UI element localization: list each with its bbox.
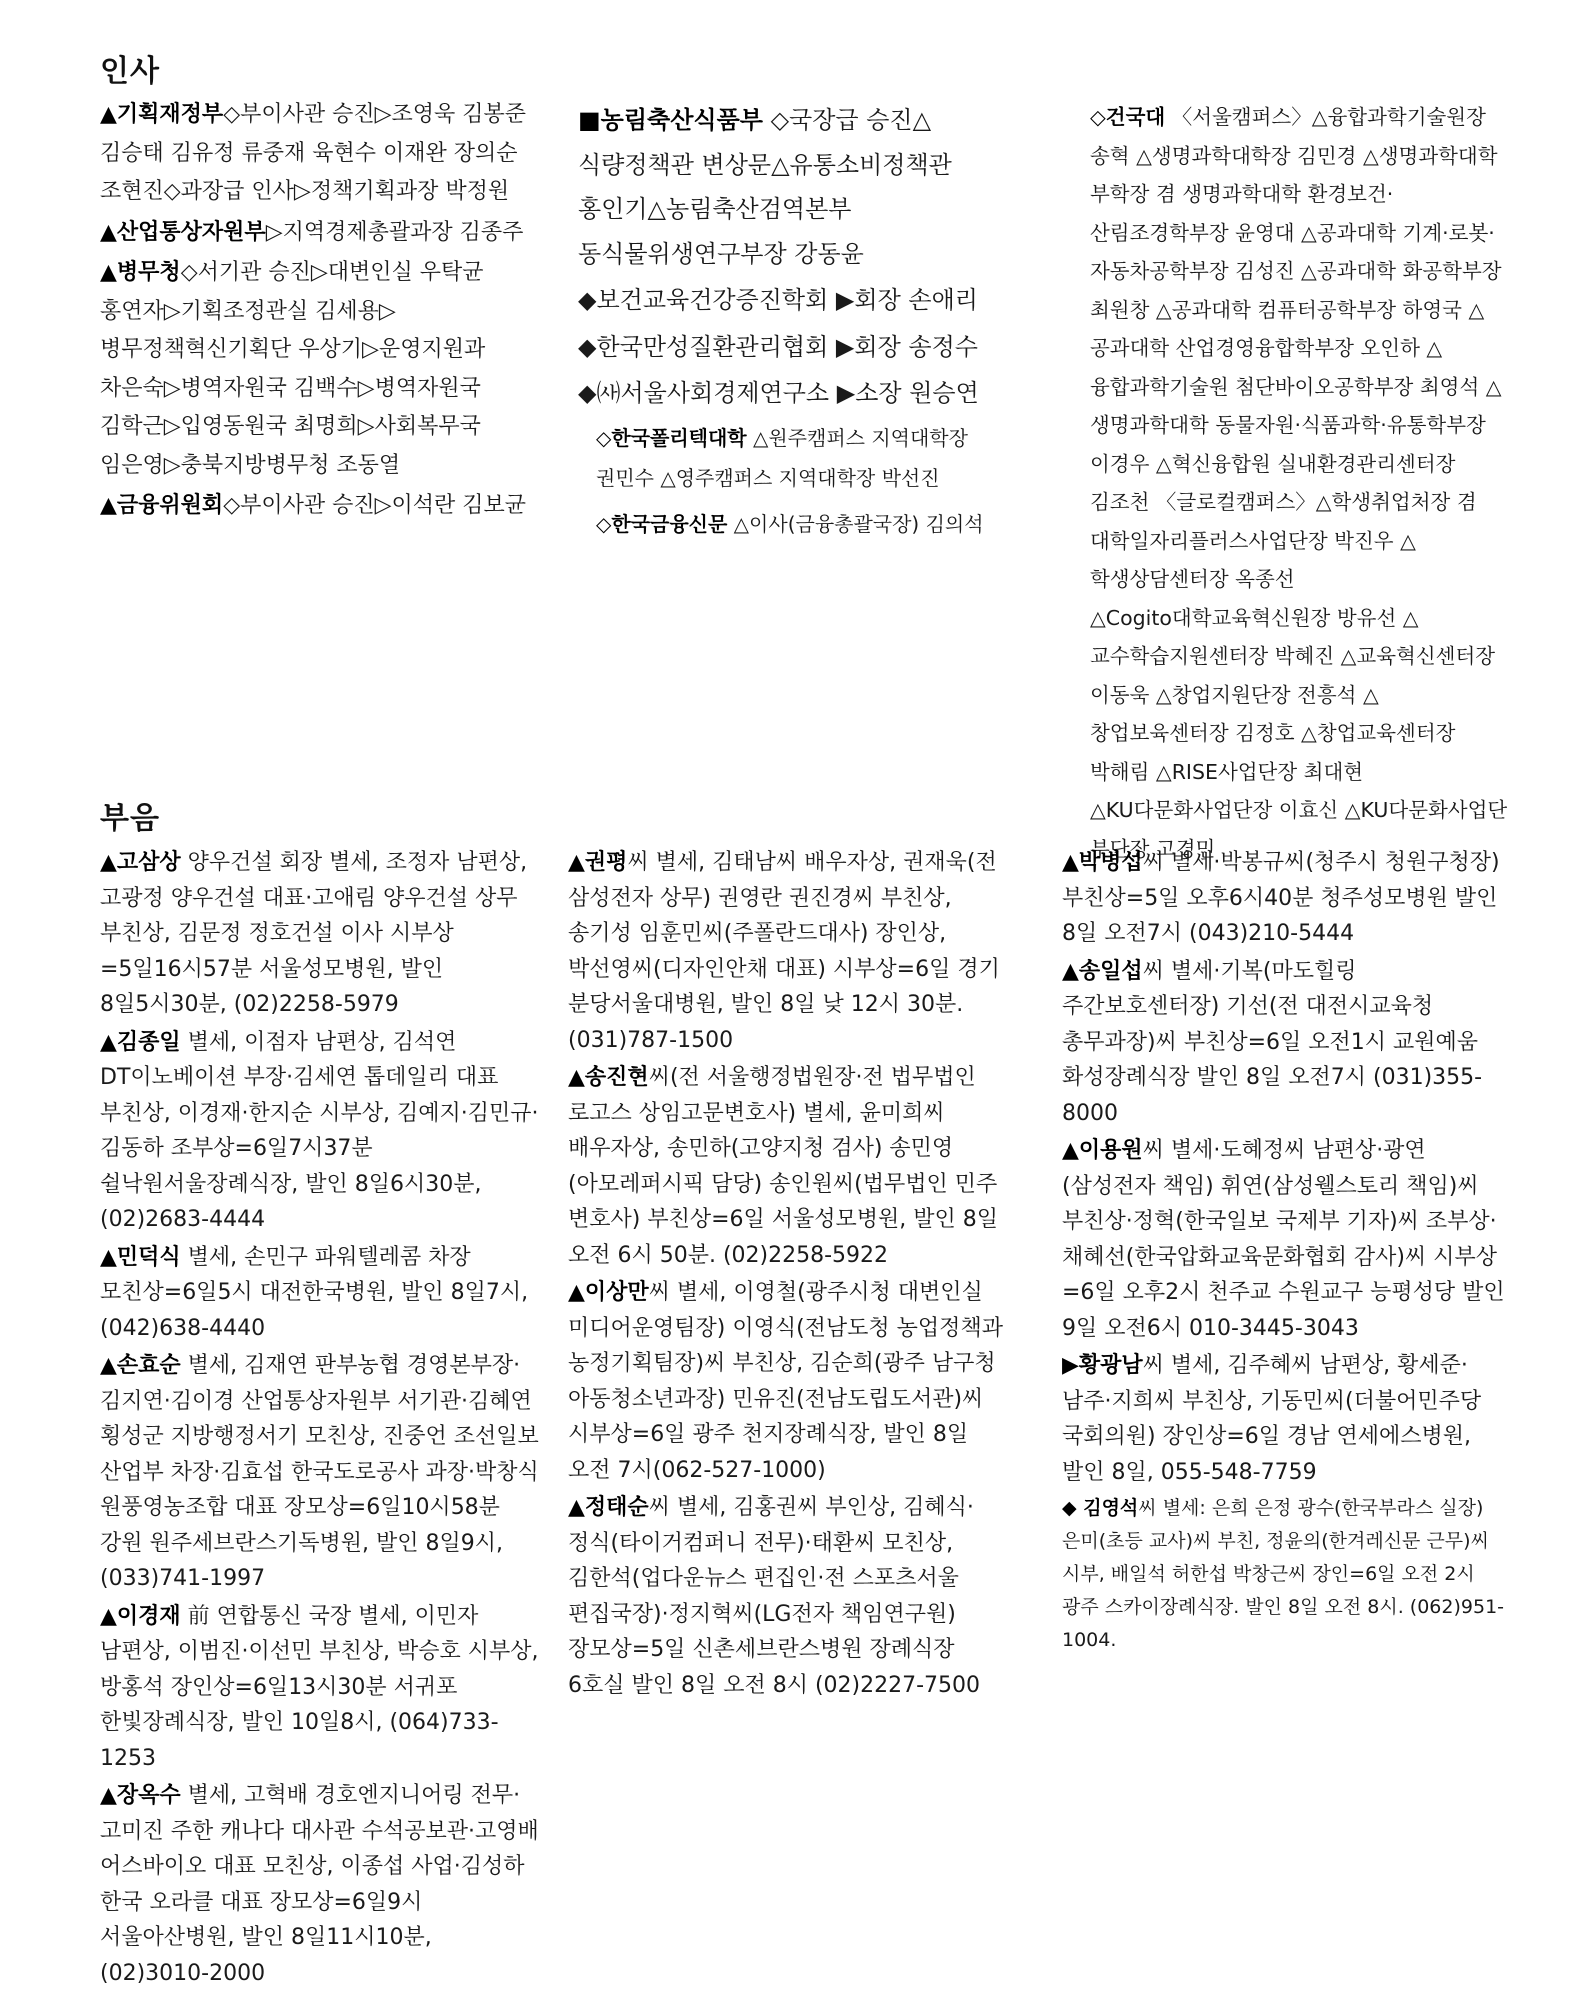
- obituary-item: ▲송일섭씨 별세·기복(마도힐링 주간보호센터장) 기선(전 대전시교육청 총무과장)씨 부친상=6일 오전1시 교원예움 화성장례식장 발인 8일 오전7시 (031)355-8000: [1062, 958, 1483, 1126]
- obituary-item: ◆ 김영석씨 별세: 은희 은정 광수(한국부라스 실장) 은미(초등 교사)씨 부친, 정윤의(한겨레신문 근무)씨 시부, 배일석 허한섭 박창근씨 장인=6일 오전 2시 광주 스카이장례식장. 발인 8일 오전 8시. (062)951-1004.: [1062, 1497, 1505, 1651]
- obituary-item: ▲박병섭씨 별세·박봉규씨(청주시 청원구청장) 부친상=5일 오후6시40분 청주성모병원 발인 8일 오전7시 (043)210-5444: [1062, 850, 1500, 946]
- obituary-item: ▲김종일 별세, 이점자 남편상, 김석연 DT이노베이션 부장·김세연 톱데일리 대표 부친상, 이경재·한지순 시부상, 김예지·김민규·김동하 조부상=6일7시37분 쉴낙원서울장례식장, 발인 8일6시30분, (02)2683-4444: [100, 1029, 539, 1232]
- personnel-section-title: 인사: [100, 54, 160, 89]
- personnel-item: ▲산업통상자원부▷지역경제총괄과장 김종주: [100, 219, 524, 245]
- personnel-item: ◇한국폴리텍대학 △원주캠퍼스 지역대학장 권민수 △영주캠퍼스 지역대학장 박선진: [596, 425, 968, 490]
- obituary-item: ▲이경재 前 연합통신 국장 별세, 이민자 남편상, 이범진·이선민 부친상, 박승호 시부상, 방홍석 장인상=6일13시30분 서귀포 한빛장례식장, 발인 10일8시, (064)733-1253: [100, 1603, 539, 1771]
- obituary-column-1: [100, 845, 540, 1993]
- personnel-item: ▲병무청◇서기관 승진▷대변인실 우탁균 홍연자▷기획조정관실 김세용▷병무정책혁신기획단 우상기▷운영지원과 차은숙▷병역자원국 김백수▷병역자원국 김학근▷입영동원국 최명희▷사회복무국 임은영▷충북지방병무청 조동열: [100, 260, 486, 478]
- personnel-item: ◆㈔서울사회경제연구소 ▶소장 원승연: [578, 379, 979, 407]
- obituary-item: ▲민덕식 별세, 손민구 파워텔레콤 차장 모친상=6일5시 대전한국병원, 발인 8일7시, (042)638-4440: [100, 1244, 529, 1341]
- obituary-item: ▲송진현씨(전 서울행정법원장·전 법무법인 로고스 상임고문변호사) 별세, 윤미희씨 배우자상, 송민하(고양지청 검사) 송민영(아모레퍼시픽 담당) 송인원씨(법무법인 민주 변호사) 부친상=6일 서울성모병원, 발인 8일 오전 6시 50분. (02)2258-5922: [568, 1065, 999, 1268]
- obituary-item: ▲이상만씨 별세, 이영철(광주시청 대변인실 미디어운영팀장) 이영식(전남도청 농업정책과 농정기획팀장)씨 부친상, 김순희(광주 남구청 아동청소년과장) 민유진(전남도립도서관)씨 시부상=6일 광주 천지장례식장, 발인 8일 오전 7시(062-527-1000): [568, 1280, 1003, 1483]
- obituary-item: ▲손효순 별세, 김재연 판부농협 경영본부장·김지연·김이경 산업통상자원부 서기관·김혜연 횡성군 지방행정서기 모친상, 진중언 조선일보 산업부 차장·김효섭 한국도로공사 과장·박창식 원풍영농조합 대표 장모상=6일10시58분 강원 원주세브란스기독병원, 발인 8일9시, (033)741-1997: [100, 1353, 539, 1591]
- personnel-item: ▲금융위원회◇부이사관 승진▷이석란 김보균: [100, 493, 527, 518]
- obituary-item: ▶황광남씨 별세, 김주혜씨 남편상, 황세준·남주·지희씨 부친상, 기동민씨(더불어민주당 국회의원) 장인상=6일 경남 연세에스병원, 발인 8일, 055-548-7759: [1062, 1353, 1482, 1485]
- obituary-item: ▲고삼상 양우건설 회장 별세, 조정자 남편상, 고광정 양우건설 대표·고애림 양우건설 상무 부친상, 김문정 정호건설 이사 시부상=5일16시57분 서울성모병원, 발인 8일5시30분, (02)2258-5979: [100, 850, 528, 1017]
- obituary-item: ▲장옥수 별세, 고혁배 경호엔지니어링 전무·고미진 주한 캐나다 대사관 수석공보관·고영배 어스바이오 대표 모친상, 이종섭 사업·김성하 한국 오라클 대표 장모상=6일9시 서울아산병원, 발인 8일11시10분, (02)3010-2000: [100, 1783, 539, 1986]
- obituary-item: ▲권평씨 별세, 김태남씨 배우자상, 권재욱(전 삼성전자 상무) 권영란 권진경씨 부친상, 송기성 임훈민씨(주폴란드대사) 장인상, 박선영씨(디자인안채 대표) 시부상=6일 경기 분당서울대병원, 발인 8일 낮 12시 30분. (031)787-1500: [568, 850, 1000, 1053]
- personnel-item: ◇한국금융신문 △이사(금융총괄국장) 김의석: [596, 511, 984, 536]
- personnel-item: ◇건국대 〈서울캠퍼스〉△융합과학기술원장 송혁 △생명과학대학장 김민경 △생명과학대학 부학장 겸 생명과학대학 환경보건·산림조경학부장 윤영대 △공과대학 기계·로봇·자동차공학부장 김성진 △공과대학 화공학부장 최원창 △공과대학 컴퓨터공학부장 하영국 △공과대학 산업경영융합학부장 오인하 △융합과학기술원 첨단바이오공학부장 최영석 △생명과학대학 동물자원·식품과학·유통학부장 이경우 △혁신융합원 실내환경관리센터장 김조천 〈글로컬캠퍼스〉△학생취업처장 겸 대학일자리플러스사업단장 박진우 △학생상담센터장 옥종선 △Cogito대학교육혁신원장 방유선 △교수학습지원센터장 박혜진 △교육혁신센터장 이동욱 △창업지원단장 전흥석 △창업보육센터장 김정호 △창업교육센터장 박해림 △RISE사업단장 최대현 △KU다문화사업단장 이효신 △KU다문화사업단 부단장 고경민: [1090, 105, 1508, 861]
- personnel-column-1: [100, 96, 538, 528]
- obituary-item: ▲정태순씨 별세, 김홍권씨 부인상, 김혜식·정식(타이거컴퍼니 전무)·태환씨 모친상, 김한석(업다운뉴스 편집인·전 스포츠서울 편집국장)·정지혁씨(LG전자 책임연구원) 장모상=5일 신촌세브란스병원 장례식장 6호실 발인 8일 오전 8시 (02)2227-7500: [568, 1495, 981, 1698]
- personnel-column-2: [578, 98, 1014, 546]
- personnel-item: ▲기획재정부◇부이사관 승진▷조영욱 김봉준 김승태 김유정 류중재 육현수 이재완 장의순 조현진◇과장급 인사▷정책기획과장 박정원: [100, 102, 527, 204]
- obituary-item: ▲이용원씨 별세·도혜정씨 남편상·광연(삼성전자 책임) 휘연(삼성웰스토리 책임)씨 부친상·정혁(한국일보 국제부 기자)씨 조부상·채혜선(한국압화교육문화협회 감사)씨 시부상=6일 오후2시 천주교 수원교구 능평성당 발인 9일 오전6시 010-3445-3043: [1062, 1138, 1505, 1341]
- obituary-column-2: [568, 845, 1014, 1705]
- personnel-column-3: [1072, 98, 1508, 870]
- personnel-item: ◆보건교육건강증진학회 ▶회장 손애리: [578, 286, 978, 314]
- obituary-column-3: [1062, 845, 1508, 1659]
- obituary-section-title: 부음: [100, 801, 160, 836]
- personnel-item: ■농림축산식품부 ◇국장급 승진△식량정책관 변상문△유통소비정책관 홍인기△농림축산검역본부 동식물위생연구부장 강동윤: [578, 106, 952, 268]
- personnel-item: ◆한국만성질환관리협회 ▶회장 송정수: [578, 332, 978, 361]
